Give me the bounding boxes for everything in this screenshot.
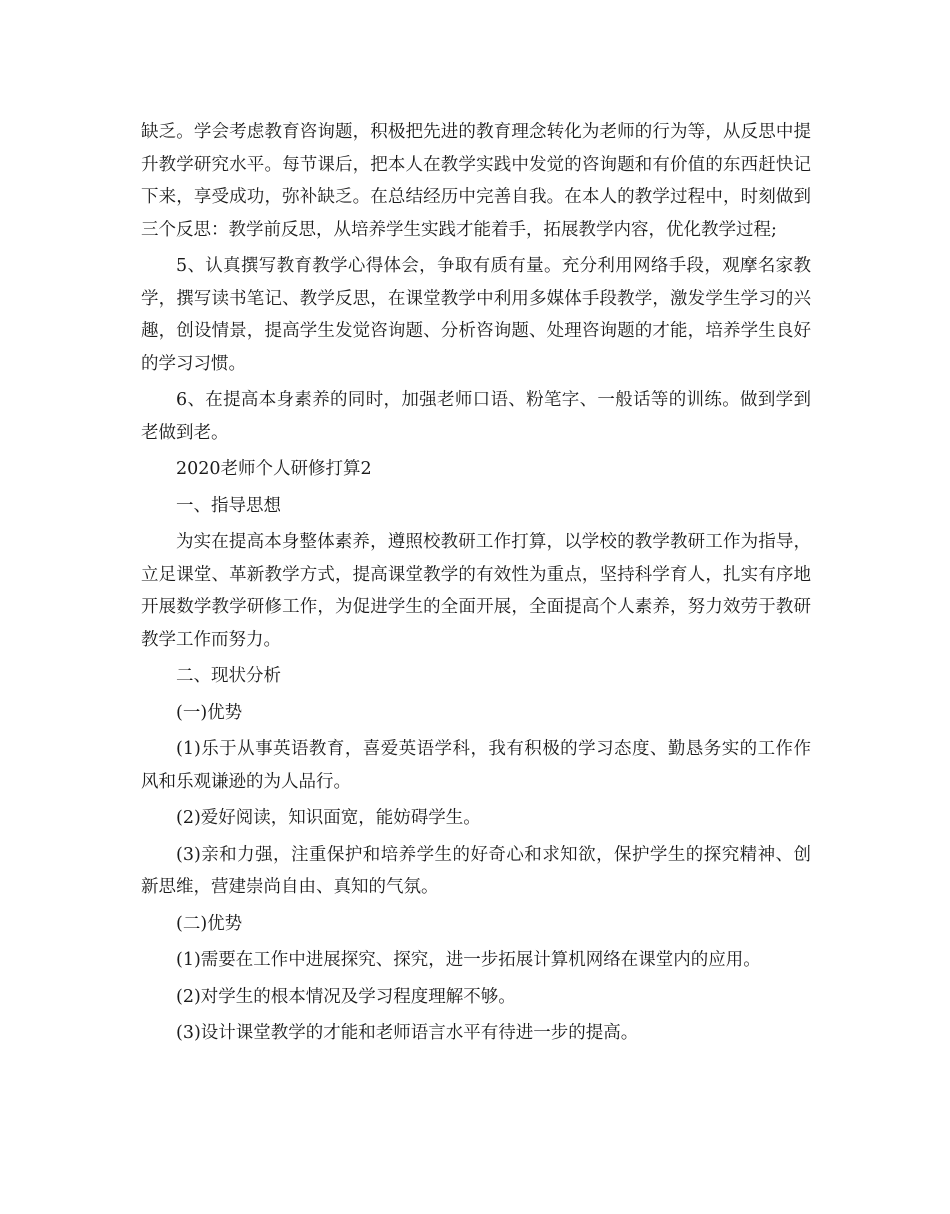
list-item: (3)亲和力强，注重保护和培养学生的好奇心和求知欲，保护学生的探究精神、创新思维，营建崇尚自由、真知的气氛。 bbox=[141, 844, 811, 897]
heading-guiding-thought: 一、指导思想 bbox=[176, 495, 281, 516]
heading-status-analysis: 二、现状分析 bbox=[176, 666, 281, 686]
document-body bbox=[141, 116, 811, 1054]
subheading-advantages-2: (二)优势 bbox=[176, 913, 243, 934]
list-item: (2)爱好阅读，知识面宽，能妨碍学生。 bbox=[176, 808, 481, 828]
section-title: 2020老师个人研修打算2 bbox=[176, 459, 372, 479]
list-item: (2)对学生的根本情况及学习程度理解不够。 bbox=[176, 986, 516, 1007]
paragraph-guiding-thought: 为实在提高本身整体素养，遵照校教研工作打算，以学校的教学教研工作为指导，立足课堂、革新教学方式，提高课堂教学的有效性为重点，坚持科学育人，扎实有序地开展数学教学研修工作，为促进学生的全面开展，全面提高个人素养，努力效劳于教研教学工作而努力。 bbox=[141, 532, 811, 650]
list-item: (1)需要在工作中进展探究、探究，进一步拓展计算机网络在课堂内的应用。 bbox=[176, 950, 761, 970]
paragraph-continuation: 缺乏。学会考虑教育咨询题，积极把先进的教育理念转化为老师的行为等，从反思中提升教学研究水平。每节课后，把本人在教学实践中发觉的咨询题和有价值的东西赶快记下来，享受成功，弥补缺乏。在总结经历中完善自我。在本人的教学过程中，时刻做到三个反思：教学前反思，从培养学生实践才能着手，拓展教学内容，优化教学过程; bbox=[141, 122, 811, 240]
paragraph-item-5: 5、认真撰写教育教学心得体会，争取有质有量。充分利用网络手段，观摩名家教学，撰写读书笔记、教学反思，在课堂教学中利用多媒体手段教学，激发学生学习的兴趣，创设情景，提高学生发觉咨询题、分析咨询题、处理咨询题的才能，培养学生良好的学习习惯。 bbox=[141, 256, 811, 374]
subheading-advantages: (一)优势 bbox=[176, 702, 243, 723]
paragraph-item-6: 6、在提高本身素养的同时，加强老师口语、粉笔字、一般话等的训练。做到学到老做到老。 bbox=[141, 390, 811, 443]
list-item: (3)设计课堂教学的才能和老师语言水平有待进一步的提高。 bbox=[176, 1023, 639, 1043]
list-item: (1)乐于从事英语教育，喜爱英语学科，我有积极的学习态度、勤恳务实的工作作风和乐观谦逊的为人品行。 bbox=[141, 739, 811, 792]
